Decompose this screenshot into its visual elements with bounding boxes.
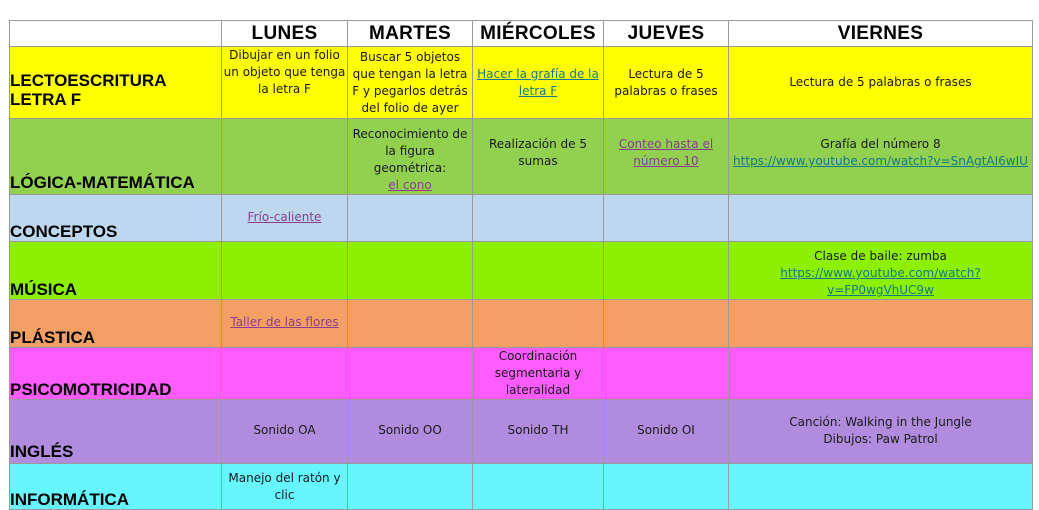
- psicomotricidad-viernes: [729, 348, 1033, 400]
- grafia-letra-f-link[interactable]: Hacer la grafía de la letra F: [477, 67, 599, 98]
- ingles-lunes: Sonido OA: [222, 400, 348, 464]
- row-psicomotricidad: [10, 348, 1033, 400]
- ingles-martes: Sonido OO: [348, 400, 473, 464]
- logica-jueves: [604, 119, 729, 195]
- informatica-viernes: [729, 464, 1033, 510]
- subject-musica: MÚSICA: [10, 242, 222, 300]
- musica-viernes: [729, 242, 1033, 300]
- header-corner-cell: [10, 21, 222, 47]
- ingles-viernes: [729, 400, 1033, 464]
- ingles-jueves: Sonido OI: [604, 400, 729, 464]
- conteo-hasta-10-link[interactable]: Conteo hasta el número 10: [618, 137, 714, 168]
- conceptos-lunes: [222, 195, 348, 242]
- subject-lectoescritura-line1: LECTOESCRITURA: [10, 70, 167, 90]
- plastica-viernes: [729, 300, 1033, 348]
- ingles-miercoles: Sonido TH: [473, 400, 604, 464]
- header-martes: MARTES: [348, 21, 473, 47]
- musica-miercoles: [473, 242, 604, 300]
- plastica-lunes: [222, 300, 348, 348]
- logica-lunes: [222, 119, 348, 195]
- informatica-jueves: [604, 464, 729, 510]
- zumba-video-link[interactable]: https://www.youtube.com/watch?v=FP0wgVhUC9w: [780, 266, 981, 297]
- conceptos-miercoles: [473, 195, 604, 242]
- informatica-lunes: Manejo del ratón y clic: [222, 464, 348, 510]
- lectoescritura-jueves: Lectura de 5 palabras o frases: [604, 47, 729, 119]
- subject-logica-matematica: LÓGICA-MATEMÁTICA: [10, 119, 222, 195]
- plastica-martes: [348, 300, 473, 348]
- subject-ingles: INGLÉS: [10, 400, 222, 464]
- row-ingles: [10, 400, 1033, 464]
- informatica-martes: [348, 464, 473, 510]
- subject-lectoescritura: [10, 47, 222, 119]
- subject-psicomotricidad: PSICOMOTRICIDAD: [10, 348, 222, 400]
- ingles-viernes-line1: Canción: Walking in the Jungle: [789, 415, 972, 429]
- subject-informatica: INFORMÁTICA: [10, 464, 222, 510]
- informatica-miercoles: [473, 464, 604, 510]
- header-viernes: VIERNES: [729, 21, 1033, 47]
- row-informatica: [10, 464, 1033, 510]
- conceptos-viernes: [729, 195, 1033, 242]
- row-logica-matematica: [10, 119, 1033, 195]
- taller-de-las-flores-link[interactable]: Taller de las flores: [230, 315, 339, 329]
- subject-lectoescritura-line2: LETRA F: [10, 89, 82, 109]
- row-lectoescritura: [10, 47, 1033, 119]
- subject-plastica: PLÁSTICA: [10, 300, 222, 348]
- lectoescritura-viernes: Lectura de 5 palabras o frases: [729, 47, 1033, 119]
- plastica-miercoles: [473, 300, 604, 348]
- logica-viernes-text: Grafía del número 8: [820, 137, 941, 151]
- lectoescritura-miercoles: [473, 47, 604, 119]
- grafia-numero-8-video-link[interactable]: https://www.youtube.com/watch?v=SnAgtAI6wIU: [733, 154, 1028, 168]
- header-row: [10, 21, 1033, 47]
- row-plastica: [10, 300, 1033, 348]
- header-miercoles: MIÉRCOLES: [473, 21, 604, 47]
- subject-conceptos: CONCEPTOS: [10, 195, 222, 242]
- lectoescritura-martes: Buscar 5 objetos que tengan la letra F y pegarlos detrás del folio de ayer: [348, 47, 473, 119]
- logica-viernes: [729, 119, 1033, 195]
- row-musica: [10, 242, 1033, 300]
- header-lunes: LUNES: [222, 21, 348, 47]
- musica-lunes: [222, 242, 348, 300]
- psicomotricidad-martes: [348, 348, 473, 400]
- el-cono-link[interactable]: el cono: [388, 178, 432, 192]
- header-jueves: JUEVES: [604, 21, 729, 47]
- psicomotricidad-lunes: [222, 348, 348, 400]
- logica-martes-text: Reconocimiento de la figura geométrica:: [352, 127, 468, 175]
- frio-caliente-link[interactable]: Frío-caliente: [247, 210, 322, 224]
- weekly-schedule-table: [9, 20, 1033, 510]
- plastica-jueves: [604, 300, 729, 348]
- musica-viernes-text: Clase de baile: zumba: [814, 249, 947, 263]
- conceptos-jueves: [604, 195, 729, 242]
- musica-jueves: [604, 242, 729, 300]
- lectoescritura-lunes: Dibujar en un folio un objeto que tenga la letra F: [222, 47, 348, 119]
- ingles-viernes-line2: Dibujos: Paw Patrol: [823, 432, 938, 446]
- row-conceptos: [10, 195, 1033, 242]
- logica-miercoles: Realización de 5 sumas: [473, 119, 604, 195]
- psicomotricidad-jueves: [604, 348, 729, 400]
- conceptos-martes: [348, 195, 473, 242]
- musica-martes: [348, 242, 473, 300]
- psicomotricidad-miercoles: Coordinación segmentaria y lateralidad: [473, 348, 604, 400]
- logica-martes: [348, 119, 473, 195]
